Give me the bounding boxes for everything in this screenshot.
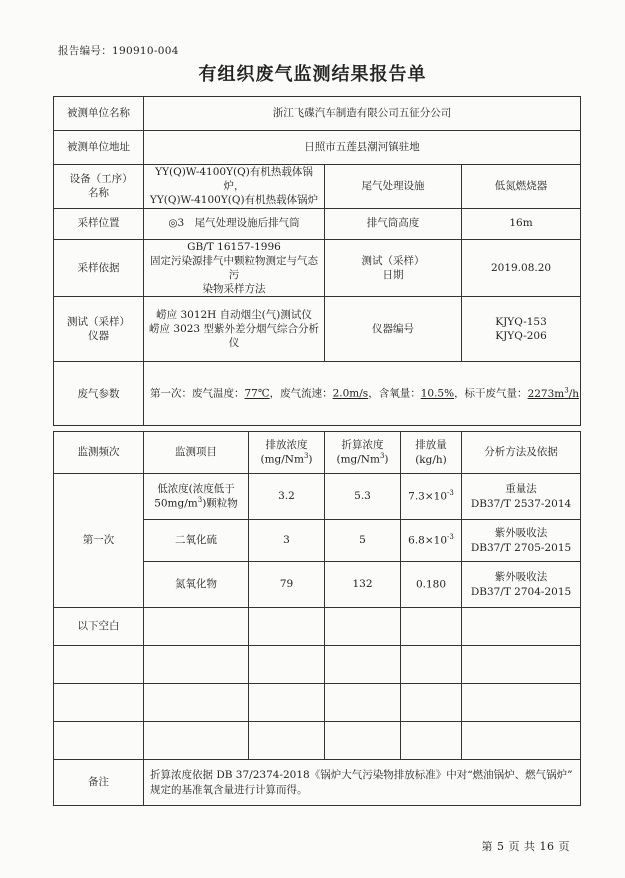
tail-facility-value: 低氮燃烧器 [462,165,581,209]
page-title: 有组织废气监测结果报告单 [198,64,427,85]
header-conc-label: 排放浓度 [265,439,308,452]
rate-base: 6.8×10 [408,534,448,547]
header-freq: 监测频次 [54,432,144,474]
item-particulate-exp: 3 [197,496,203,505]
instrument-line-2: 崂应 3023 型紫外差分烟气综合分析仪 [149,323,319,350]
report-table [53,96,581,426]
rate-cell [401,562,462,608]
exhaust-flow-label: ，废气流速： [269,387,333,400]
header-method: 分析方法及依据 [462,432,581,474]
measurement-table [53,431,581,806]
test-date-value: 2019.08.20 [462,239,581,297]
item-particulate-tail: )颗粒物 [202,497,238,510]
measurement-header-row [54,432,581,474]
equipment-line-1: YY(Q)W-4100Y(Q)有机热载体锅炉， [155,166,313,193]
freq-first: 第一次 [54,474,144,608]
exhaust-o2-label: ，含氧量： [368,387,421,400]
label-tail-facility: 尾气处理设施 [325,165,462,209]
row-unit-address [54,131,581,165]
method-name: 重量法 [505,483,537,496]
method-standard: DB37/T 2537-2014 [470,497,572,510]
row-sampling-basis [54,239,581,297]
exhaust-prefix: 第一次：废气温度： [150,387,245,400]
header-conv-unit: (mg/Nm$^3$) [336,452,389,466]
label-test-date-text: 测试（采样）日期 [361,254,425,281]
sampling-basis-value [144,239,325,297]
rate-base: 0.180 [415,578,447,591]
header-conc [249,432,325,474]
exhaust-vol-exp: 3 [564,386,569,395]
label-unit-name: 被测单位名称 [54,97,144,131]
label-sampling-position: 采样位置 [54,208,144,239]
row-equipment [54,165,581,209]
exhaust-flow: 2.0m/s [332,387,369,400]
item-particulate-line-1: 低浓度(浓度低于 [157,483,235,496]
remark-line-2: 规定的基准氧含量进行计算而得。 [150,783,308,796]
blank-label: 以下空白 [54,608,144,646]
item-cell [144,474,249,520]
label-instrument-no: 仪器编号 [325,297,462,362]
table-row-empty [54,684,581,722]
instrument-line-1: 崂应 3012H 自动烟尘(气)测试仪 [156,308,312,321]
conv-cell: 5.3 [325,474,401,520]
label-instrument [54,297,144,362]
label-remark: 备注 [54,760,144,806]
method-standard: DB37/T 2705-2015 [470,541,572,554]
method-cell [462,474,581,520]
label-equipment [54,165,144,209]
sampling-position-value: ◎3 尾气处理设施后排气筒 [144,208,325,239]
table-row-empty [54,722,581,760]
row-instrument [54,297,581,362]
item-cell: 二氧化硫 [144,520,249,562]
header-conv-unit-text: (mg/Nm [336,453,380,466]
header-conc-unit-text: (mg/Nm [260,453,304,466]
header-conv [325,432,401,474]
row-exhaust-params [54,362,581,426]
header-conv-unit-exp: 3 [379,452,385,461]
rate-cell [401,520,462,562]
rate-exp: -3 [447,533,454,542]
item-particulate-line-2 [147,496,245,511]
header-conv-label: 折算浓度 [341,439,384,452]
instrument-no-line-2: KJYQ-206 [495,330,547,343]
row-sampling-position [54,208,581,239]
instrument-no-value [462,297,581,362]
conc-cell: 3 [249,520,325,562]
sampling-basis-line-2: 固定污染源排气中颗粒物测定与气态污 [150,254,318,281]
header-item: 监测项目 [144,432,249,474]
rate-base: 7.3×10 [408,490,448,503]
exhaust-params-value [144,362,581,426]
conv-cell: 5 [325,520,401,562]
sampling-basis-line-3: 染物采样方法 [202,283,266,296]
header-rate-unit: (kg/h) [415,453,447,466]
remark-value [144,760,581,806]
header-rate-label: 排放量 [415,439,447,452]
unit-address-value: 日照市五莲县潮河镇驻地 [144,131,581,165]
label-stack-height: 排气筒高度 [325,208,462,239]
report-number: 报告编号：190910-004 [58,45,179,57]
header-conc-unit: (mg/Nm$^3$) [260,452,313,466]
rate-exp: -3 [447,489,454,498]
conv-cell: 132 [325,562,401,608]
table-row [54,474,581,520]
header-rate [401,432,462,474]
exhaust-vol: 2273m [527,387,565,400]
page-number: 第 5 页 共 16 页 [481,840,570,853]
conc-cell: 3.2 [249,474,325,520]
sampling-basis-line-1: GB/T 16157-1996 [187,240,281,253]
exhaust-vol-tail: /h [568,387,580,400]
label-exhaust-params: 废气参数 [54,362,144,426]
row-unit-name [54,97,581,131]
exhaust-o2: 10.5% [420,387,455,400]
exhaust-volume [528,388,579,400]
exhaust-vol-label: ，标干废气量： [454,387,528,400]
instrument-no-line-1: KJYQ-153 [495,316,547,329]
row-remark [54,760,581,806]
equipment-line-2: YY(Q)W-4100Y(Q)有机热载体锅炉 [149,194,319,207]
method-name: 紫外吸收法 [494,527,548,540]
unit-name-value: 浙江飞碟汽车制造有限公司五征分公司 [144,97,581,131]
label-equipment-text: 设备（工序）名称 [69,173,128,200]
equipment-value [144,165,325,209]
method-name: 紫外吸收法 [494,571,548,584]
item-particulate-unit: 50mg/m [154,497,198,510]
label-test-date [325,239,462,297]
stack-height-value: 16m [462,208,581,239]
conc-cell: 79 [249,562,325,608]
item-cell: 氮氧化物 [144,562,249,608]
label-instrument-text: 测试（采样）仪器 [67,316,130,343]
table-row-blank [54,608,581,646]
method-cell [462,520,581,562]
table-row-empty [54,646,581,684]
instrument-value [144,297,325,362]
header-conc-unit-exp: 3 [303,452,309,461]
exhaust-temp: 77℃ [244,387,270,400]
rate-cell [401,474,462,520]
label-unit-address: 被测单位地址 [54,131,144,165]
label-sampling-basis: 采样依据 [54,239,144,297]
remark-line-1: 折算浓度依据 DB 37/2374-2018《锅炉大气污染物排放标准》中对“燃油锅炉、燃气锅炉” [150,769,573,782]
method-cell [462,562,581,608]
method-standard: DB37/T 2704-2015 [470,585,572,598]
